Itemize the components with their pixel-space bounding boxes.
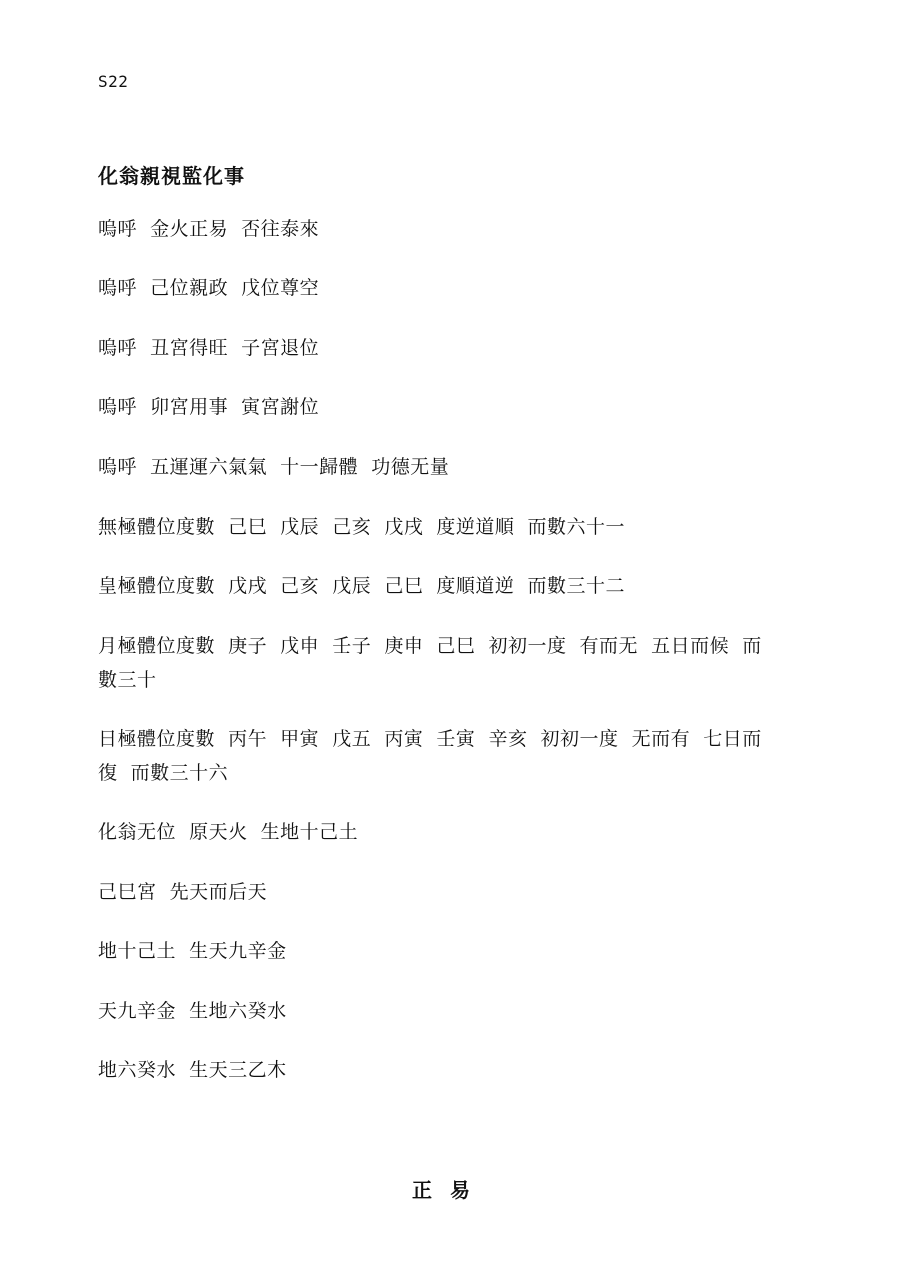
- text-line: 嗚呼 丑宮得旺 子宮退位: [98, 337, 320, 359]
- text-line: 嗚呼 金火正易 否往泰來: [98, 218, 320, 240]
- text-line: 皇極體位度數 戊戌 己亥 戊辰 己巳 度順道逆 而數三十二: [98, 575, 625, 597]
- text-line: 月極體位度數 庚子 戊申 壬子 庚申 己巳 初初一度 有而无 五日而候 而數三十: [98, 635, 762, 691]
- text-line: 日極體位度數 丙午 甲寅 戊五 丙寅 壬寅 辛亥 初初一度 无而有 七日而復 而數三十六: [98, 728, 762, 784]
- page-number: S22: [98, 72, 129, 91]
- text-line: 天九辛金 生地六癸水: [98, 1000, 287, 1022]
- text-line: 嗚呼 卯宮用事 寅宮謝位: [98, 396, 320, 418]
- text-line: 地六癸水 生天三乙木: [98, 1059, 287, 1081]
- text-line: 化翁无位 原天火 生地十己土: [98, 821, 359, 843]
- text-line: 嗚呼 己位親政 戊位尊空: [98, 277, 320, 299]
- page-heading: 化翁親視監化事: [98, 164, 245, 188]
- text-line: 無極體位度數 己巳 戊辰 己亥 戊戌 度逆道順 而數六十一: [98, 516, 625, 538]
- page-footer: 正易: [412, 1178, 488, 1202]
- text-line: 嗚呼 五運運六氣氣 十一歸體 功德无量: [98, 456, 450, 478]
- text-line: 地十己土 生天九辛金: [98, 940, 287, 962]
- text-line: 己巳宮 先天而后天: [98, 881, 268, 903]
